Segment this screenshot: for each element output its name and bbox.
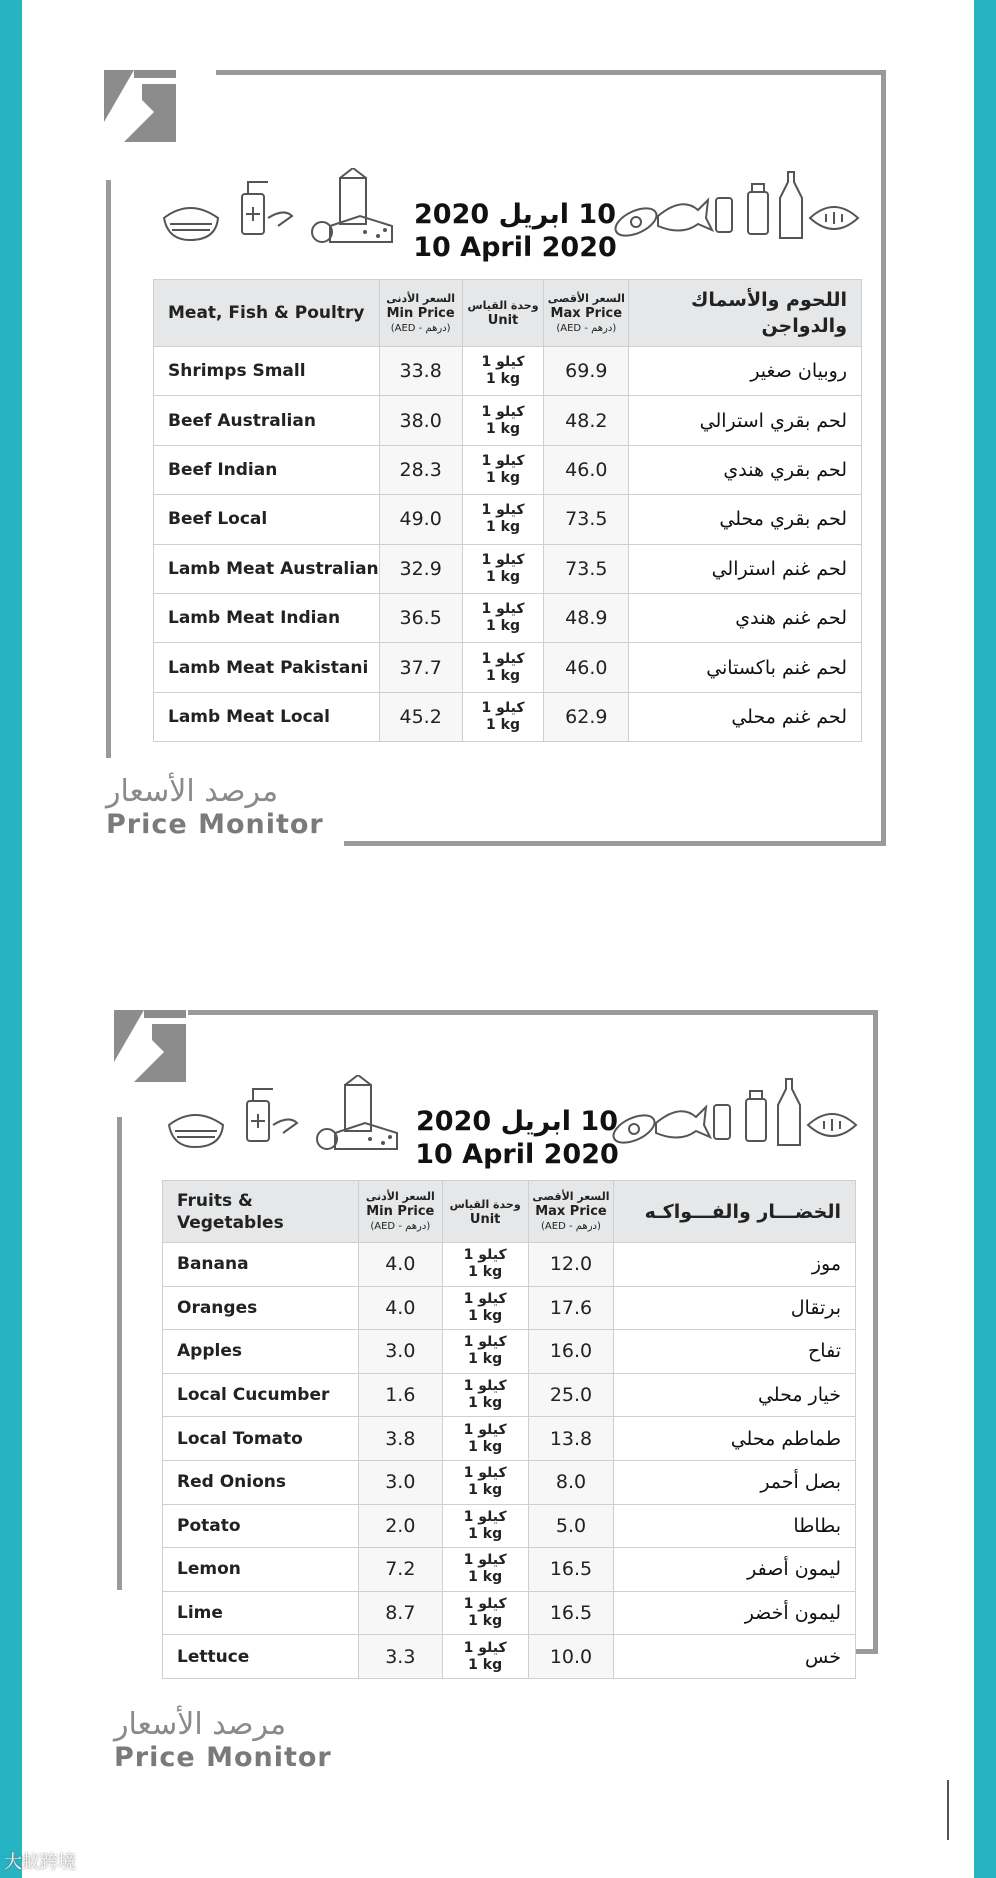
max-header-unit: (AED - درهم) <box>556 322 617 334</box>
item-name-ar: ليمون أصفر <box>614 1548 856 1592</box>
unit-ar: 1 كيلو <box>463 1334 507 1351</box>
min-price: 3.0 <box>358 1330 442 1374</box>
date-block <box>414 1105 620 1171</box>
grocery-icons <box>610 1075 860 1153</box>
item-name-ar: لحم بقري استرالي <box>629 396 862 445</box>
unit-cell <box>462 396 544 445</box>
unit-cell <box>462 593 544 642</box>
min-price: 3.0 <box>358 1460 442 1504</box>
table-row <box>154 643 862 692</box>
unit-cell <box>442 1504 528 1548</box>
item-name-en: Local Cucumber <box>163 1373 359 1417</box>
min-price-header <box>358 1181 442 1243</box>
min-price: 33.8 <box>379 347 462 396</box>
category-header-ar: الخضـــار والفـــواكـه <box>614 1181 856 1243</box>
unit-cell <box>462 495 544 544</box>
min-price: 3.8 <box>358 1417 442 1461</box>
unit-cell <box>462 544 544 593</box>
table-row <box>163 1548 856 1592</box>
watermark: 大蚁跨境 <box>4 1852 76 1873</box>
max-price: 10.0 <box>528 1635 614 1679</box>
table-row <box>163 1591 856 1635</box>
max-price: 73.5 <box>544 495 629 544</box>
unit-en: 1 kg <box>486 716 520 733</box>
frame-right <box>881 70 886 846</box>
item-name-en: Beef Australian <box>154 396 380 445</box>
max-price: 12.0 <box>528 1243 614 1287</box>
item-name-en: Beef Local <box>154 495 380 544</box>
edge-line <box>947 1780 949 1840</box>
hygiene-icons <box>165 1075 401 1153</box>
unit-en: 1 kg <box>486 519 520 536</box>
meat-panel <box>22 0 974 880</box>
item-name-en: Lamb Meat Indian <box>154 593 380 642</box>
max-price: 48.9 <box>544 593 629 642</box>
min-price: 38.0 <box>379 396 462 445</box>
unit-en: 1 kg <box>468 1351 503 1368</box>
unit-header <box>442 1181 528 1243</box>
footer <box>106 774 336 840</box>
table-row <box>154 347 862 396</box>
min-price: 1.6 <box>358 1373 442 1417</box>
unit-ar: 1 كيلو <box>481 551 525 568</box>
max-price: 62.9 <box>544 692 629 741</box>
table-row <box>154 495 862 544</box>
unit-ar: 1 كيلو <box>481 354 525 371</box>
min-price: 4.0 <box>358 1286 442 1330</box>
min-header-unit: (AED - درهم) <box>390 322 451 334</box>
unit-en: 1 kg <box>486 371 520 388</box>
max-price: 16.0 <box>528 1330 614 1374</box>
unit-ar: 1 كيلو <box>481 699 525 716</box>
item-name-ar: برتقال <box>614 1286 856 1330</box>
table-row <box>163 1417 856 1461</box>
unit-ar: 1 كيلو <box>463 1639 507 1656</box>
category-header-en: Meat, Fish & Poultry <box>154 280 380 347</box>
item-name-en: Oranges <box>163 1286 359 1330</box>
frame-top <box>188 1010 878 1015</box>
unit-ar: 1 كيلو <box>481 403 525 420</box>
max-price: 69.9 <box>544 347 629 396</box>
item-name-en: Shrimps Small <box>154 347 380 396</box>
unit-en: 1 kg <box>486 568 520 585</box>
frame-left <box>106 180 111 758</box>
unit-en: 1 kg <box>468 1525 503 1542</box>
unit-cell <box>462 347 544 396</box>
unit-cell <box>462 692 544 741</box>
max-header-unit: (AED - درهم) <box>541 1221 601 1232</box>
item-name-ar: لحم غنم باكستاني <box>629 643 862 692</box>
item-name-en: Lamb Meat Pakistani <box>154 643 380 692</box>
unit-header-en: Unit <box>487 313 519 328</box>
min-header-ar: السعر الأدنى <box>386 291 456 305</box>
footer-english: Price Monitor <box>114 1742 332 1773</box>
table-row <box>163 1460 856 1504</box>
unit-en: 1 kg <box>468 1395 503 1412</box>
min-price-header <box>379 280 462 347</box>
table-row <box>154 445 862 494</box>
min-price: 37.7 <box>379 643 462 692</box>
unit-en: 1 kg <box>468 1613 503 1630</box>
frame-left <box>117 1117 122 1590</box>
footer <box>114 1707 354 1773</box>
table-row <box>163 1373 856 1417</box>
max-price: 46.0 <box>544 643 629 692</box>
item-name-en: Lamb Meat Australian <box>154 544 380 593</box>
max-price: 48.2 <box>544 396 629 445</box>
max-price: 17.6 <box>528 1286 614 1330</box>
frame-bottom <box>344 841 886 846</box>
item-name-ar: لحم غنم هندي <box>629 593 862 642</box>
item-name-ar: خيار محلي <box>614 1373 856 1417</box>
produce-panel <box>22 880 974 1878</box>
date-arabic: 10 ابريل 2020 <box>416 1106 618 1137</box>
unit-en: 1 kg <box>468 1656 503 1673</box>
item-name-ar: تفاح <box>614 1330 856 1374</box>
unit-en: 1 kg <box>468 1264 503 1281</box>
unit-ar: 1 كيلو <box>463 1421 507 1438</box>
unit-ar: 1 كيلو <box>463 1378 507 1395</box>
max-price: 8.0 <box>528 1460 614 1504</box>
unit-en: 1 kg <box>486 618 520 635</box>
item-name-en: Lettuce <box>163 1635 359 1679</box>
item-name-en: Potato <box>163 1504 359 1548</box>
produce-table-body <box>163 1243 856 1679</box>
min-price: 4.0 <box>358 1243 442 1287</box>
table-row <box>154 593 862 642</box>
logo-icon <box>114 1010 186 1082</box>
max-price: 46.0 <box>544 445 629 494</box>
unit-ar: 1 كيلو <box>463 1247 507 1264</box>
unit-ar: 1 كيلو <box>463 1596 507 1613</box>
unit-ar: 1 كيلو <box>481 650 525 667</box>
date-english: 10 April 2020 <box>415 1139 619 1170</box>
footer-arabic: مرصد الأسعار <box>106 774 279 809</box>
min-price: 2.0 <box>358 1504 442 1548</box>
unit-header <box>462 280 544 347</box>
item-name-ar: لحم بقري محلي <box>629 495 862 544</box>
item-name-ar: بصل أحمر <box>614 1460 856 1504</box>
unit-cell <box>462 643 544 692</box>
min-price: 3.3 <box>358 1635 442 1679</box>
page <box>22 0 974 1878</box>
unit-ar: 1 كيلو <box>481 601 525 618</box>
unit-ar: 1 كيلو <box>463 1552 507 1569</box>
frame-right <box>873 1010 878 1654</box>
min-price: 28.3 <box>379 445 462 494</box>
category-header-ar: اللحوم والأسماك والدواجن <box>629 280 862 347</box>
logo-icon <box>104 70 176 142</box>
min-header-unit: (AED - درهم) <box>370 1221 431 1232</box>
item-name-ar: خس <box>614 1635 856 1679</box>
max-header-en: Max Price <box>535 1204 607 1219</box>
min-price: 49.0 <box>379 495 462 544</box>
item-name-ar: ليمون أخضر <box>614 1591 856 1635</box>
table-row <box>163 1504 856 1548</box>
unit-en: 1 kg <box>468 1482 503 1499</box>
item-name-en: Beef Indian <box>154 445 380 494</box>
max-header-ar: السعر الأقصى <box>547 291 625 305</box>
unit-en: 1 kg <box>486 469 520 486</box>
item-name-ar: لحم بقري هندي <box>629 445 862 494</box>
item-name-en: Banana <box>163 1243 359 1287</box>
unit-cell <box>442 1548 528 1592</box>
max-header-ar: السعر الأقصى <box>532 1190 610 1203</box>
max-price-header <box>544 280 629 347</box>
grocery-icons <box>612 168 862 246</box>
item-name-ar: لحم غنم محلي <box>629 692 862 741</box>
item-name-en: Lemon <box>163 1548 359 1592</box>
date-block <box>410 198 620 264</box>
table-row <box>163 1286 856 1330</box>
date-arabic: 10 ابريل 2020 <box>414 199 616 230</box>
unit-header-ar: وحدة القياس <box>467 299 539 312</box>
frame-top <box>216 70 886 75</box>
max-price: 5.0 <box>528 1504 614 1548</box>
table-row <box>154 544 862 593</box>
unit-en: 1 kg <box>468 1569 503 1586</box>
unit-ar: 1 كيلو <box>463 1508 507 1525</box>
unit-cell <box>442 1460 528 1504</box>
meat-price-table <box>153 279 862 742</box>
unit-header-ar: وحدة القياس <box>449 1197 521 1211</box>
min-header-en: Min Price <box>386 305 455 321</box>
max-price: 25.0 <box>528 1373 614 1417</box>
unit-cell <box>442 1286 528 1330</box>
unit-cell <box>442 1373 528 1417</box>
footer-english: Price Monitor <box>106 809 324 840</box>
min-header-ar: السعر الأدنى <box>365 1190 435 1203</box>
hygiene-icons <box>160 168 396 246</box>
unit-header-en: Unit <box>469 1211 501 1227</box>
min-price: 45.2 <box>379 692 462 741</box>
max-price-header <box>528 1181 614 1243</box>
footer-arabic: مرصد الأسعار <box>114 1707 287 1742</box>
meat-table-body <box>154 347 862 742</box>
item-name-ar: بطاطا <box>614 1504 856 1548</box>
item-name-en: Local Tomato <box>163 1417 359 1461</box>
unit-ar: 1 كيلو <box>463 1290 507 1307</box>
table-row <box>154 396 862 445</box>
table-row <box>154 692 862 741</box>
max-price: 16.5 <box>528 1548 614 1592</box>
unit-en: 1 kg <box>486 667 520 684</box>
table-row <box>163 1243 856 1287</box>
item-name-ar: لحم غنم استرالي <box>629 544 862 593</box>
min-price: 32.9 <box>379 544 462 593</box>
unit-cell <box>442 1591 528 1635</box>
unit-ar: 1 كيلو <box>463 1465 507 1482</box>
unit-cell <box>462 445 544 494</box>
unit-cell <box>442 1243 528 1287</box>
table-row <box>163 1330 856 1374</box>
unit-cell <box>442 1417 528 1461</box>
unit-en: 1 kg <box>468 1438 503 1455</box>
item-name-ar: موز <box>614 1243 856 1287</box>
item-name-ar: طماطم محلي <box>614 1417 856 1461</box>
item-name-en: Lamb Meat Local <box>154 692 380 741</box>
unit-en: 1 kg <box>486 420 520 437</box>
unit-cell <box>442 1330 528 1374</box>
item-name-en: Red Onions <box>163 1460 359 1504</box>
max-header-en: Max Price <box>550 305 623 321</box>
produce-price-table <box>162 1180 856 1679</box>
min-price: 36.5 <box>379 593 462 642</box>
unit-en: 1 kg <box>468 1307 503 1324</box>
min-price: 7.2 <box>358 1548 442 1592</box>
min-header-en: Min Price <box>366 1204 435 1219</box>
item-name-en: Apples <box>163 1330 359 1374</box>
item-name-ar: روبيان صغير <box>629 347 862 396</box>
category-header-en: Fruits & Vegetables <box>163 1181 359 1243</box>
max-price: 13.8 <box>528 1417 614 1461</box>
max-price: 73.5 <box>544 544 629 593</box>
unit-ar: 1 كيلو <box>481 452 525 469</box>
max-price: 16.5 <box>528 1591 614 1635</box>
item-name-en: Lime <box>163 1591 359 1635</box>
unit-ar: 1 كيلو <box>481 502 525 519</box>
table-row <box>163 1635 856 1679</box>
date-english: 10 April 2020 <box>413 232 617 263</box>
unit-cell <box>442 1635 528 1679</box>
min-price: 8.7 <box>358 1591 442 1635</box>
